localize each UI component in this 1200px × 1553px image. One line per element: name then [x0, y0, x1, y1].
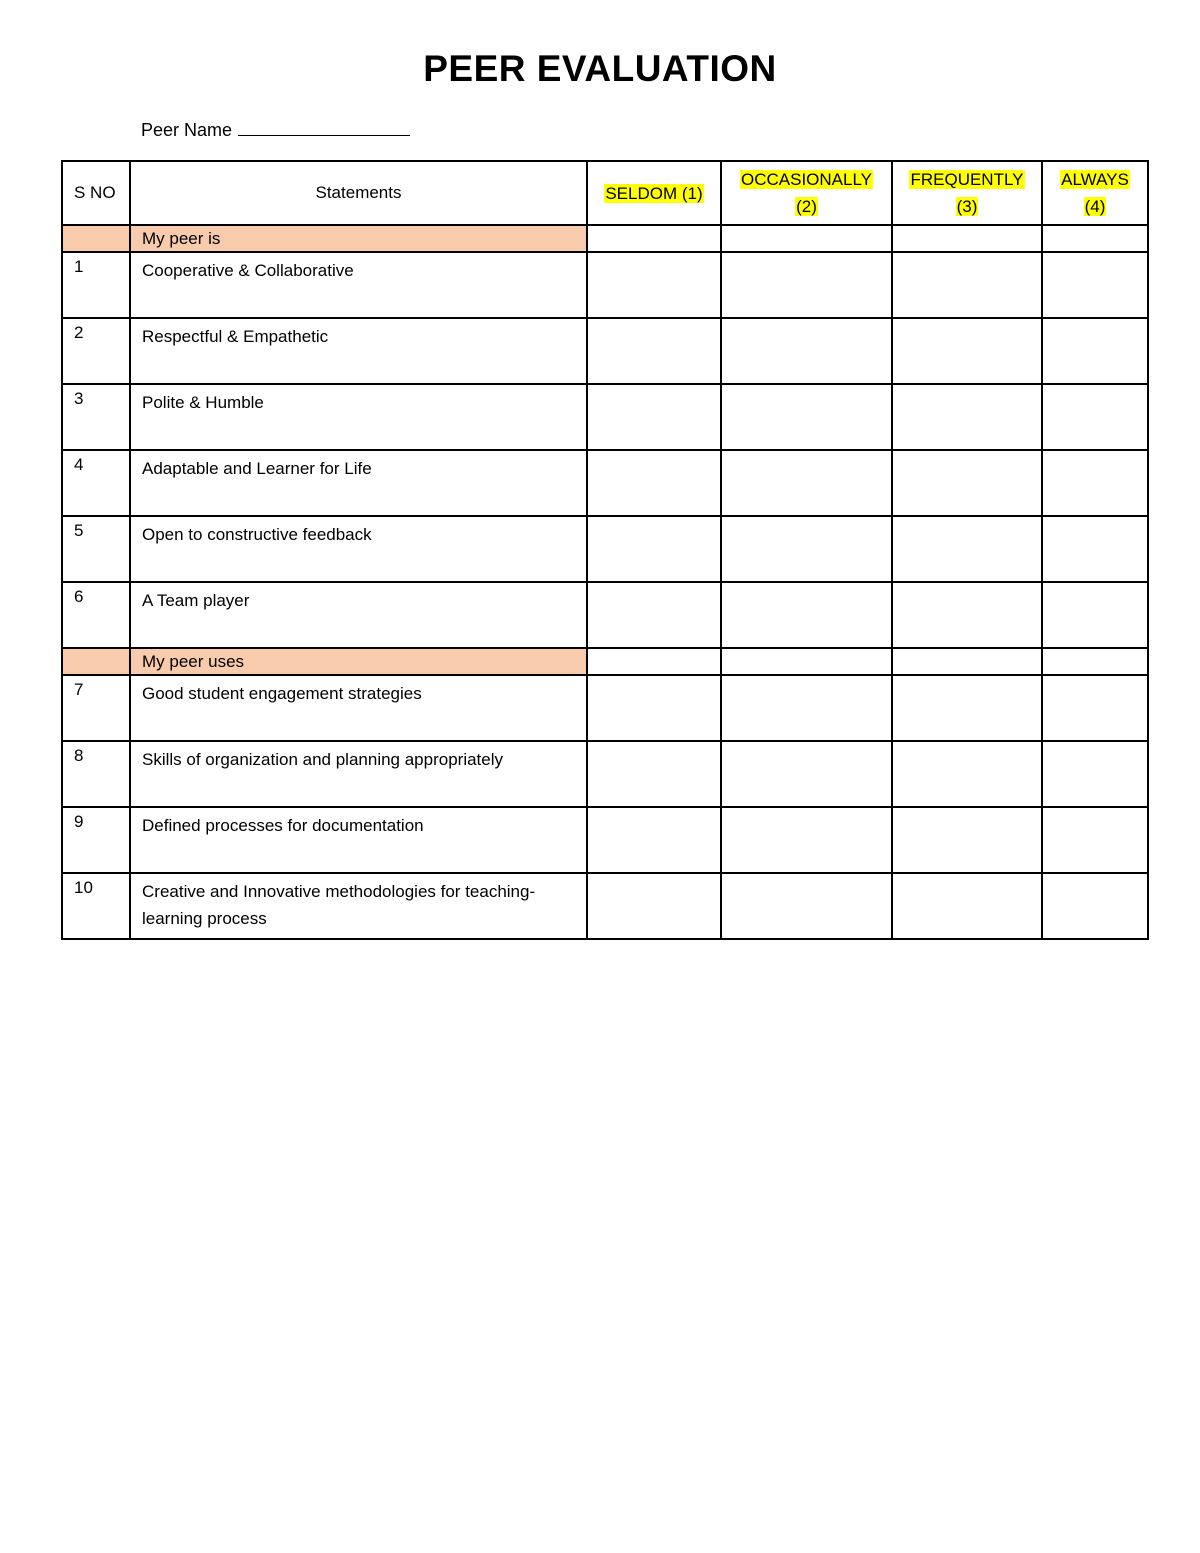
- item-number: 6: [62, 582, 130, 648]
- item-number: 10: [62, 873, 130, 939]
- rating-always-cell[interactable]: [1042, 675, 1148, 741]
- rating-always-cell[interactable]: [1042, 516, 1148, 582]
- item-statement: Creative and Innovative methodologies for teaching-learning process: [130, 873, 587, 939]
- occasionally-score: (2): [796, 197, 817, 216]
- rating-occasionally-cell[interactable]: [721, 318, 892, 384]
- rating-occasionally-cell[interactable]: [721, 741, 892, 807]
- rating-occasionally-cell[interactable]: [721, 516, 892, 582]
- rating-occasionally-cell[interactable]: [721, 450, 892, 516]
- column-header-always: [1042, 161, 1148, 225]
- rating-cell: [721, 225, 892, 252]
- rating-always-cell[interactable]: [1042, 873, 1148, 939]
- item-number: 8: [62, 741, 130, 807]
- column-header-statements: Statements: [130, 161, 587, 225]
- rating-occasionally-cell[interactable]: [721, 675, 892, 741]
- seldom-label: SELDOM (1): [605, 183, 703, 203]
- item-number: 1: [62, 252, 130, 318]
- item-number: 9: [62, 807, 130, 873]
- section-heading: My peer uses: [130, 648, 587, 675]
- rating-cell: [892, 648, 1042, 675]
- section-sno-cell: [62, 225, 130, 252]
- evaluation-table: [61, 160, 1149, 940]
- rating-seldom-cell[interactable]: [587, 318, 721, 384]
- table-row: [62, 252, 1148, 318]
- table-row: [62, 384, 1148, 450]
- rating-cell: [587, 648, 721, 675]
- rating-always-cell[interactable]: [1042, 807, 1148, 873]
- rating-always-cell[interactable]: [1042, 741, 1148, 807]
- always-score: (4): [1084, 197, 1106, 216]
- rating-always-cell[interactable]: [1042, 252, 1148, 318]
- table-row: [62, 582, 1148, 648]
- item-statement: Respectful & Empathetic: [130, 318, 587, 384]
- rating-occasionally-cell[interactable]: [721, 807, 892, 873]
- rating-frequently-cell[interactable]: [892, 252, 1042, 318]
- item-statement: Polite & Humble: [130, 384, 587, 450]
- item-statement: Defined processes for documentation: [130, 807, 587, 873]
- rating-frequently-cell[interactable]: [892, 318, 1042, 384]
- item-number: 3: [62, 384, 130, 450]
- column-header-occasionally: [721, 161, 892, 225]
- table-row: [62, 318, 1148, 384]
- section-sno-cell: [62, 648, 130, 675]
- item-statement: Skills of organization and planning appropriately: [130, 741, 587, 807]
- peer-name-label: Peer Name: [141, 120, 233, 140]
- column-header-frequently: [892, 161, 1042, 225]
- table-row: [62, 741, 1148, 807]
- frequently-score: (3): [956, 197, 978, 216]
- section-row-my-peer-is: [62, 225, 1148, 252]
- rating-frequently-cell[interactable]: [892, 450, 1042, 516]
- rating-cell: [721, 648, 892, 675]
- item-number: 7: [62, 675, 130, 741]
- table-row: [62, 807, 1148, 873]
- section-heading: My peer is: [130, 225, 587, 252]
- item-number: 5: [62, 516, 130, 582]
- peer-name-field: [141, 119, 410, 141]
- rating-occasionally-cell[interactable]: [721, 384, 892, 450]
- column-header-seldom: [587, 161, 721, 225]
- rating-frequently-cell[interactable]: [892, 807, 1042, 873]
- rating-seldom-cell[interactable]: [587, 741, 721, 807]
- rating-always-cell[interactable]: [1042, 384, 1148, 450]
- rating-seldom-cell[interactable]: [587, 252, 721, 318]
- item-statement: Cooperative & Collaborative: [130, 252, 587, 318]
- rating-frequently-cell[interactable]: [892, 384, 1042, 450]
- table-row: [62, 450, 1148, 516]
- rating-frequently-cell[interactable]: [892, 582, 1042, 648]
- section-row-my-peer-uses: [62, 648, 1148, 675]
- table-header-row: [62, 161, 1148, 225]
- rating-seldom-cell[interactable]: [587, 675, 721, 741]
- table-row: [62, 516, 1148, 582]
- page-title: PEER EVALUATION: [423, 48, 777, 89]
- item-number: 2: [62, 318, 130, 384]
- item-statement: Good student engagement strategies: [130, 675, 587, 741]
- rating-seldom-cell[interactable]: [587, 450, 721, 516]
- rating-seldom-cell[interactable]: [587, 807, 721, 873]
- table-row: [62, 675, 1148, 741]
- rating-occasionally-cell[interactable]: [721, 873, 892, 939]
- rating-frequently-cell[interactable]: [892, 741, 1042, 807]
- rating-frequently-cell[interactable]: [892, 675, 1042, 741]
- rating-occasionally-cell[interactable]: [721, 582, 892, 648]
- rating-seldom-cell[interactable]: [587, 384, 721, 450]
- rating-cell: [587, 225, 721, 252]
- item-statement: Open to constructive feedback: [130, 516, 587, 582]
- column-header-sno: S NO: [62, 161, 130, 225]
- rating-seldom-cell[interactable]: [587, 873, 721, 939]
- rating-always-cell[interactable]: [1042, 318, 1148, 384]
- always-label: ALWAYS: [1061, 170, 1129, 189]
- table-row: [62, 873, 1148, 939]
- rating-always-cell[interactable]: [1042, 450, 1148, 516]
- rating-seldom-cell[interactable]: [587, 516, 721, 582]
- item-number: 4: [62, 450, 130, 516]
- rating-frequently-cell[interactable]: [892, 516, 1042, 582]
- occasionally-label: OCCASIONALLY: [740, 170, 872, 189]
- rating-cell: [892, 225, 1042, 252]
- peer-name-blank-line[interactable]: [238, 119, 410, 136]
- rating-cell: [1042, 225, 1148, 252]
- frequently-label: FREQUENTLY: [910, 170, 1024, 189]
- rating-occasionally-cell[interactable]: [721, 252, 892, 318]
- item-statement: A Team player: [130, 582, 587, 648]
- rating-frequently-cell[interactable]: [892, 873, 1042, 939]
- item-statement: Adaptable and Learner for Life: [130, 450, 587, 516]
- rating-always-cell[interactable]: [1042, 582, 1148, 648]
- rating-seldom-cell[interactable]: [587, 582, 721, 648]
- rating-cell: [1042, 648, 1148, 675]
